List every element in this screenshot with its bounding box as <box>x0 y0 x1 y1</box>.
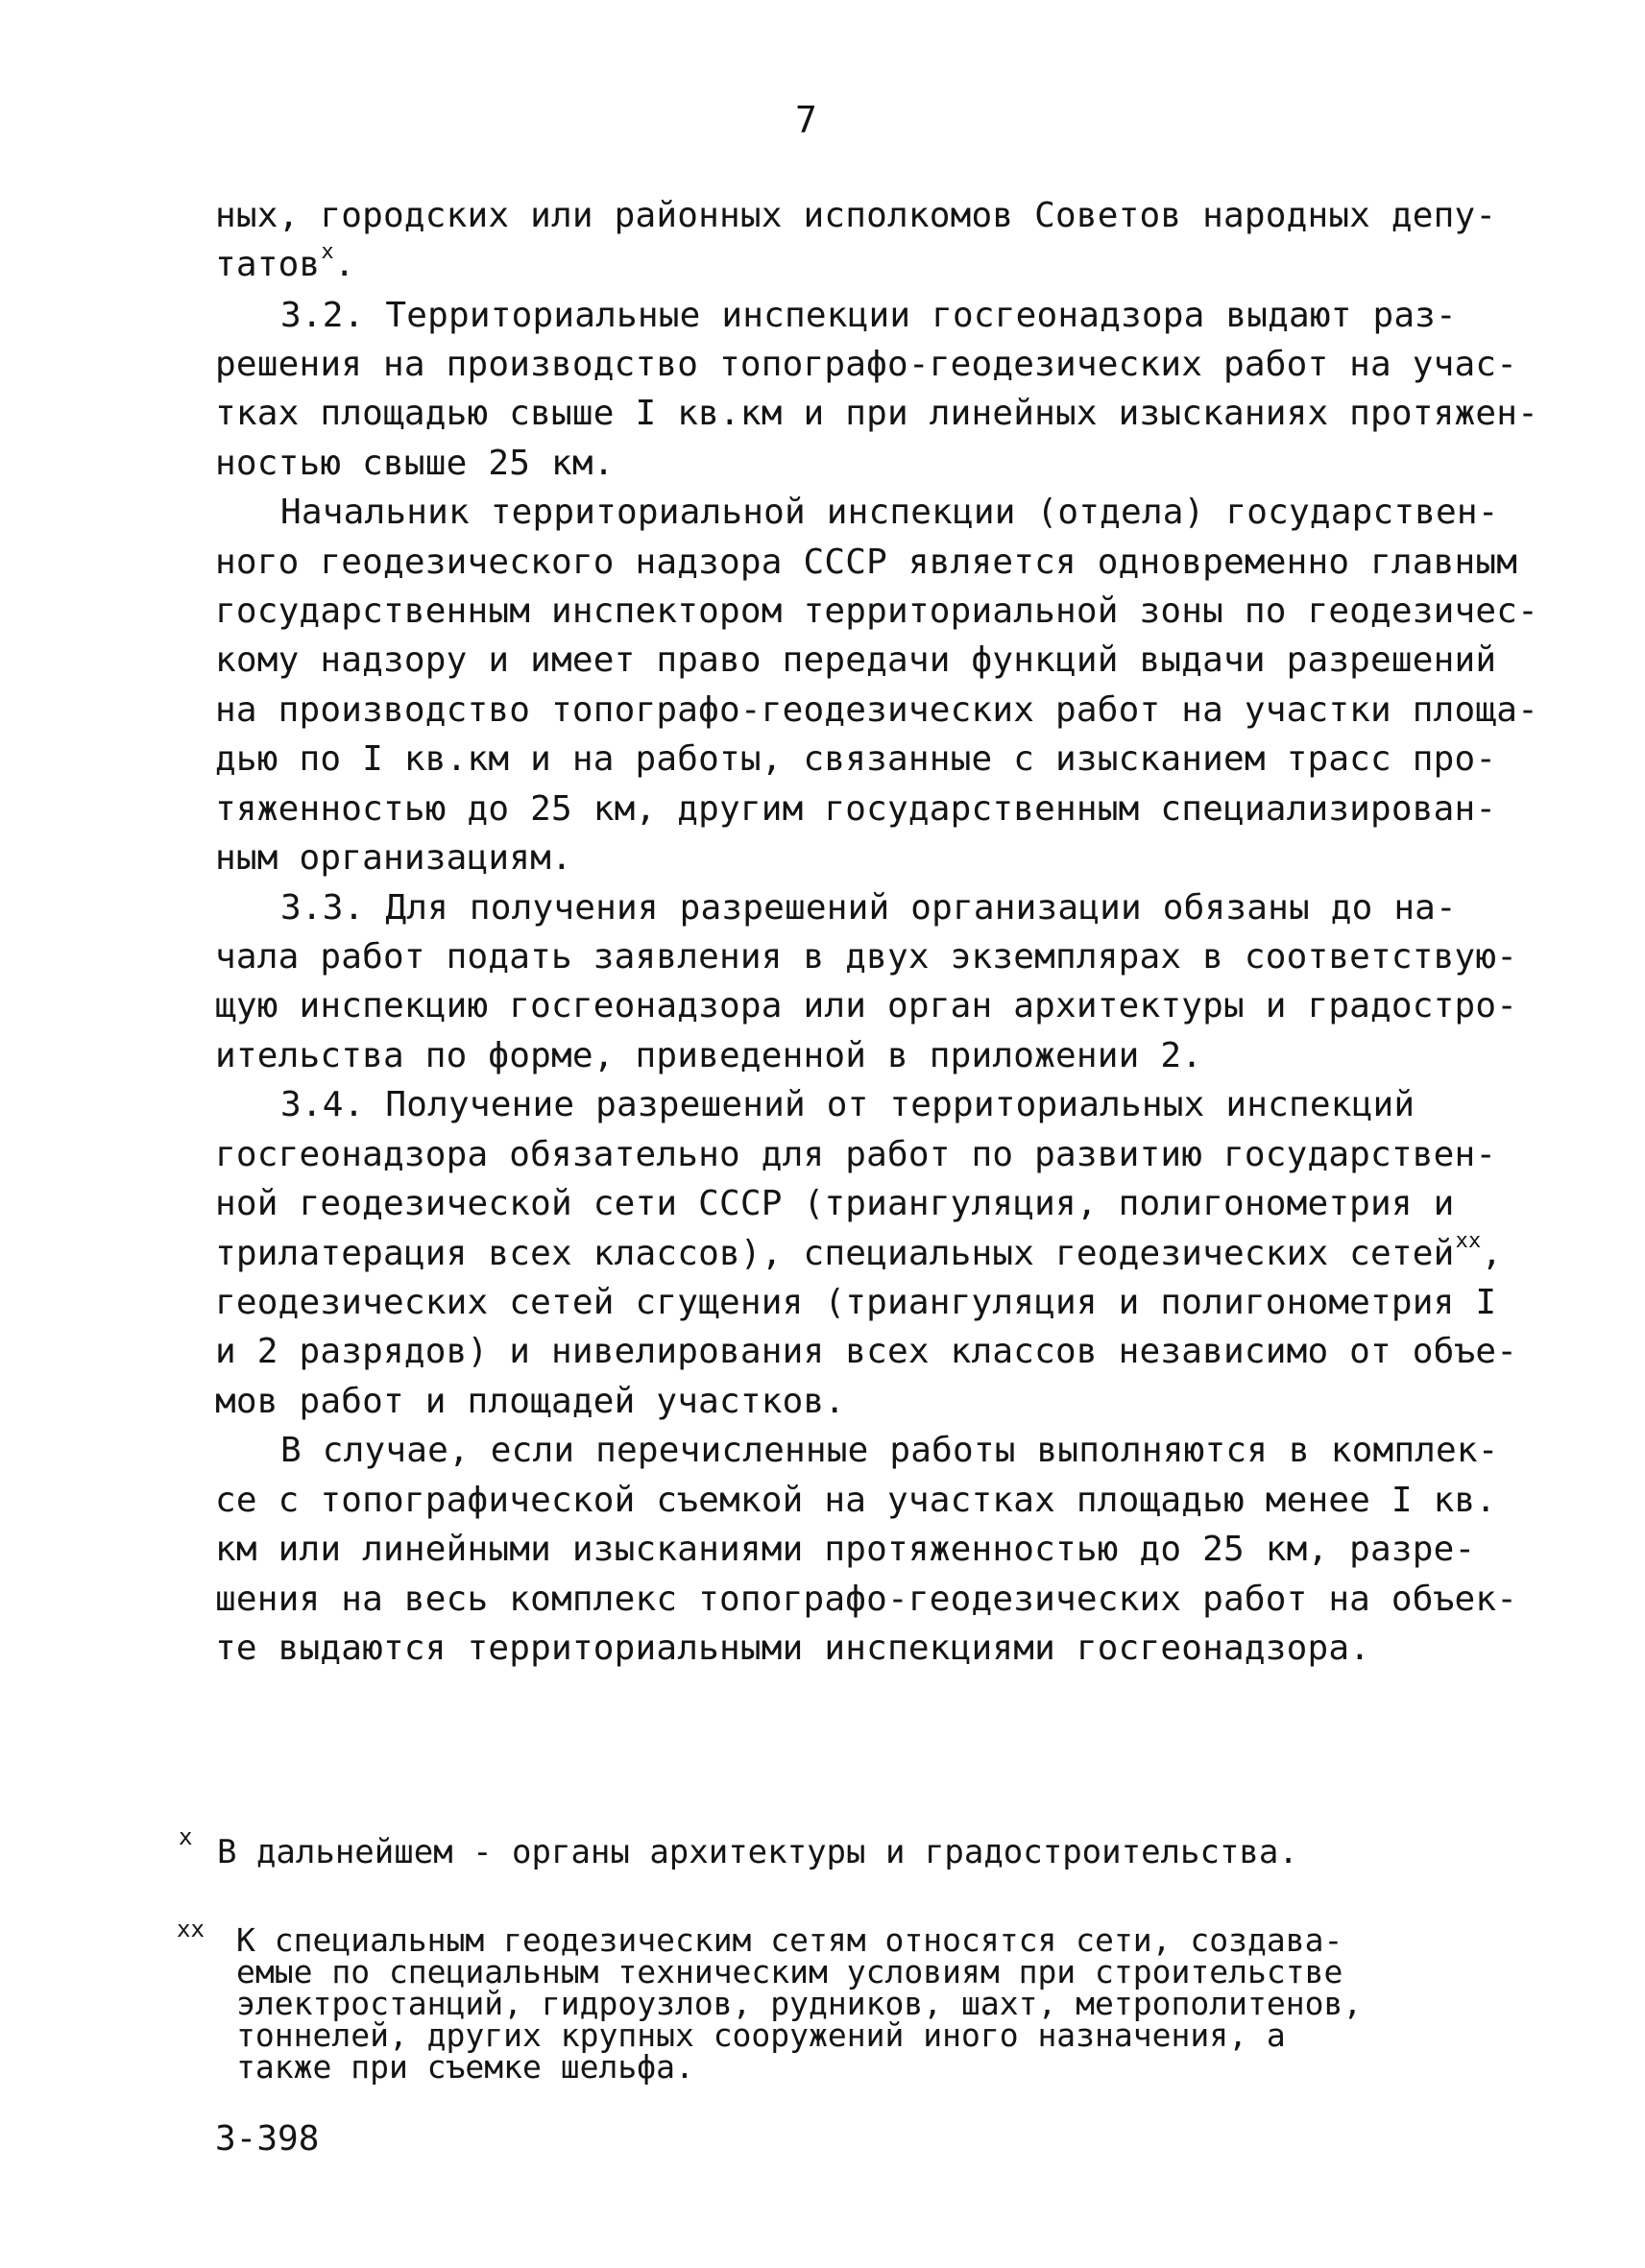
text-line: ным организациям. <box>215 838 572 878</box>
text-line: ительства по форме, приведенной в приложении 2. <box>215 1036 1203 1075</box>
text-line: щую инспекцию госгеонадзора или орган архитектуры и градостро- <box>215 986 1518 1025</box>
document-code: 3-398 <box>215 2119 320 2159</box>
footnote-line: В дальнейшем - органы архитектуры и градостроительства. <box>217 1833 1298 1871</box>
footnote-line: электростанций, гидроузлов, рудников, шахт, метрополитенов, <box>236 1985 1363 2022</box>
text-line: мов работ и площадей участков. <box>215 1382 846 1421</box>
footnote-mark: хх <box>177 1916 205 1942</box>
footnote-line: К специальным геодезическим сетям относятся сети, создава- <box>236 1921 1343 1959</box>
text-line: те выдаются территориальными инспекциями госгеонадзора. <box>215 1629 1371 1668</box>
text-line: 3.3. Для получения разрешений организации обязаны до на- <box>280 888 1457 928</box>
text-line: государственным инспектором территориальной зоны по геодезичес- <box>215 591 1539 631</box>
text-line: шения на весь комплекс топографо-геодезических работ на объек- <box>215 1580 1518 1619</box>
text-line: геодезических сетей сгущения (триангуляция и полигонометрия I <box>215 1283 1497 1322</box>
text-line: дью по I кв.км и на работы, связанные с изысканием трасс про- <box>215 739 1497 779</box>
footnote-line: тоннелей, других крупных сооружений иного назначения, а <box>236 2016 1286 2054</box>
text-line: В случае, если перечисленные работы выполняются в комплек- <box>280 1431 1499 1470</box>
text-line: ного геодезического надзора СССР является одновременно главным <box>215 543 1518 582</box>
text-line: татов$^х$. <box>215 240 355 284</box>
text-line: на производство топографо-геодезических работ на участки площа- <box>215 690 1539 730</box>
footnote-mark: х <box>179 1823 193 1850</box>
text-line: тяженностью до 25 км, другим государственным специализирован- <box>215 789 1497 829</box>
text-line: и 2 разрядов) и нивелирования всех классов независимо от объе- <box>215 1332 1518 1371</box>
page-number: 7 <box>795 99 817 141</box>
text-line: Начальник территориальной инспекции (отдела) государствен- <box>280 493 1499 532</box>
text-line: км или линейными изысканиями протяженностью до 25 км, разре- <box>215 1530 1476 1569</box>
text-line: решения на производство топографо-геодезических работ на учас- <box>215 345 1518 384</box>
footnote-line: емые по специальным техническим условиям при строительстве <box>236 1953 1343 1991</box>
text-line: 3.2. Территориальные инспекции госгеонадзора выдают раз- <box>280 296 1457 335</box>
text-line: ной геодезической сети СССР (триангуляция, полигонометрия и <box>215 1184 1455 1223</box>
footnote-ref: х <box>321 240 334 264</box>
text-line: чала работ подать заявления в двух экземплярах в соответствую- <box>215 937 1518 977</box>
text-line: ностью свыше 25 км. <box>215 444 615 483</box>
text-line: трилатерация всех классов), специальных геодезических сетей$^{хх}$, <box>215 1229 1503 1273</box>
footnote-line: также при съемке шельфа. <box>236 2048 694 2086</box>
footnote-ref: хх <box>1455 1229 1482 1253</box>
text-line: се с топографической съемкой на участках площадью менее I кв. <box>215 1481 1497 1520</box>
text-line: кому надзору и имеет право передачи функций выдачи разрешений <box>215 640 1497 680</box>
text-line: ных, городских или районных исполкомов Советов народных депу- <box>215 196 1497 235</box>
text-line: тках площадью свыше I кв.км и при линейных изысканиях протяжен- <box>215 394 1539 433</box>
text-line: госгеонадзора обязательно для работ по развитию государствен- <box>215 1135 1497 1174</box>
text-line: 3.4. Получение разрешений от территориальных инспекций <box>280 1085 1415 1124</box>
